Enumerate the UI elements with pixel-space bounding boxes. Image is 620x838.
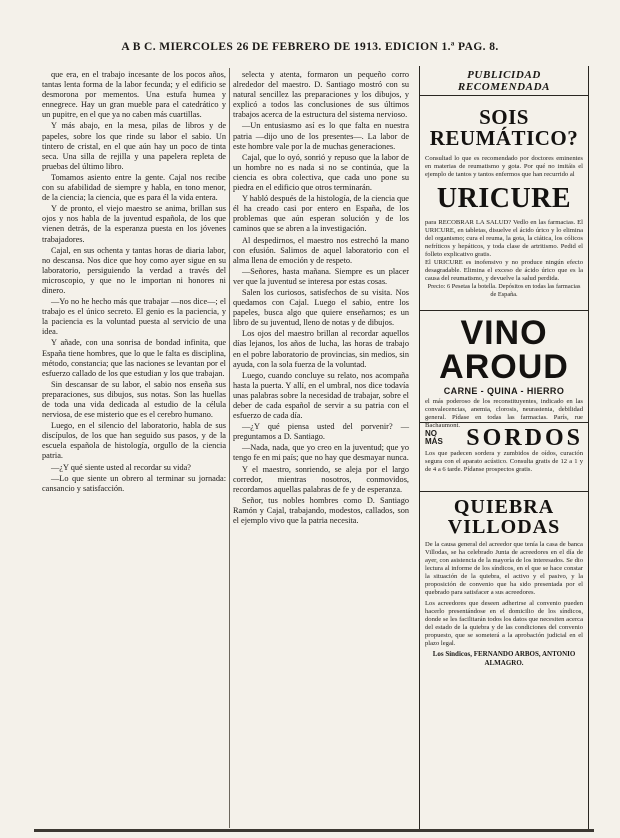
ad-brand: SORDOS xyxy=(466,425,583,451)
paragraph: —¿Y qué siente usted al recordar su vida? xyxy=(51,462,191,472)
paragraph: —¿Y qué piensa usted del porvenir? —preguntamos a D. Santiago. xyxy=(233,422,409,442)
ad-prefix: NO MÁS xyxy=(425,429,443,446)
ad-subtitle: CARNE - QUINA - HIERRO xyxy=(443,386,565,396)
ad-text: Consultad lo que es recomendado por doctores eminentes en materias de reumatismo y gota. Por qué no imitáis el ejemplo de tantos y tantos enfermos que han recurrido al xyxy=(425,155,583,178)
ad-price: Precio: 6 Pesetas la botella. Depósitos en todas las farmacias de España. xyxy=(427,283,581,298)
ad-text: para RECOBRAR LA SALUD? Vedlo en las farmacias. El URICURE, en tabletas, disuelve el ácido úrico y lo elimina del organismo; cura el reuma, la gota, la ciática, los cólicos nefríticos y hepáticos, y toda clase de artritismo. Pedid el folleto explicativo gratis. xyxy=(425,219,583,258)
ad-uricure xyxy=(420,96,588,311)
paragraph: Cajal, que lo oyó, sonrió y repuso que la labor de un hombre no es nada si no se continúa, que la ciencia es obra colectiva, que cada uno pone su piedra en el edificio que otros terminarán. xyxy=(233,152,409,193)
bottom-rule xyxy=(34,829,594,832)
running-head: A B C. MIERCOLES 26 DE FEBRERO DE 1913. EDICION 1.ª PAG. 8. xyxy=(121,41,499,53)
paragraph: Y habló después de la histología, de la ciencia que él ha creado casi por entero en España, de los problemas que aún esperan solución y de los caminos que se abren a la investigación. xyxy=(233,194,409,234)
paragraph: Y el maestro, sonriendo, se aleja por el largo corredor, mientras nosotros, conmovidos, recordamos aquellas palabras de fe y de esperanza. xyxy=(233,464,409,494)
column-divider xyxy=(229,68,230,828)
ad-brand: QUIEBRA VILLODAS xyxy=(447,496,561,538)
ad-text: De la causa general del acreedor que tenía la casa de banca Villodas, se ha celebrado Junta de acreedores en el día de ayer, con asistencia de la mayoría de los interesados. Se dio lectura al informe de los síndicos, en el que se hace constar la situación de la quiebra, el activo y el pasivo, y la proposición de convenio que ha sido presentada por el quebrado para satisfacer a sus acreedores. xyxy=(425,541,583,596)
advertising-column xyxy=(419,66,589,832)
paragraph: Luego, cuando concluye su relato, nos acompaña hasta la puerta. Y allí, en el umbral, nos dice todavía unas palabras sobre la necesidad de trabajar, sobre el deber de cada español de servir a su patria con el esfuerzo de cada día. xyxy=(233,370,409,421)
ad-text: El URICURE es inofensivo y no produce ningún efecto desagradable. Elimina el exceso de ácido úrico que es la causa del reumatismo, y devuelve la salud perdida. xyxy=(425,259,583,282)
ad-headline: SOIS REUMÁTICO? xyxy=(429,105,579,150)
paragraph: Y añade, con una sonrisa de bondad infinita, que España tiene hombres, que lo que le falta es disciplina, método, constancia; que las naciones se levantan por el esfuerzo callado de los que estudian y los que trabajan. xyxy=(42,338,226,378)
paragraph: Cajal, en sus ochenta y tantas horas de diaria labor, no descansa. Nos dice que hoy como ayer sigue en su laboratorio, persiguiendo la verdad a través del microscopio, y que no le importan ni honores ni dinero. xyxy=(42,245,226,295)
article-column-2 xyxy=(233,70,409,830)
ads-header: PUBLICIDAD RECOMENDADA xyxy=(420,66,588,96)
ad-sordos xyxy=(420,423,588,492)
paragraph: Sin descansar de su labor, el sabio nos enseña sus preparaciones, sus dibujos, sus notas. Son las huellas de toda una vida dedicada al estudio de la célula nerviosa, de ese misterio que es el cerebro humano. xyxy=(42,379,226,420)
paragraph: Señor, tus nobles hombres como D. Santiago Ramón y Cajal, trabajando, modestos, callados, son el ejemplo vivo que la patria necesita. xyxy=(233,495,409,526)
ad-brand: VINO AROUD xyxy=(439,314,569,386)
paragraph: Luego, en el silencio del laboratorio, habla de sus discípulos, de los que han seguido sus pasos, y de la escuela española de histología, orgullo de la ciencia patria. xyxy=(42,421,226,461)
paragraph: —Lo que siente un obrero al terminar su jornada: cansancio y satisfacción. xyxy=(42,473,226,493)
ad-signature: Los Síndicos, FERNANDO ARBOS, ANTONIO ALMAGRO. xyxy=(432,650,576,667)
paragraph: que era, en el trabajo incesante de los pocos años, tantas lenta forma de la labor fecunda; y el edificio se desmorona por mementos. Una estufa humea y ennegrece. Hay un gran mueble para el catedrático y un pupitre, en el que ya no caben más cuartillas. xyxy=(42,70,226,120)
article-column-1 xyxy=(42,70,226,830)
ad-vino-aroud xyxy=(420,311,588,429)
paragraph: Salen los curiosos, satisfechos de su visita. Nos quedamos con Cajal. Luego el sabio, entre los papeles, busca algo que quiere enseñarnos; es un libro de su juventud, lleno de notas y de dibujos. xyxy=(233,287,409,328)
paragraph: —Señores, hasta mañana. Siempre es un placer ver que la juventud se interesa por estas cosas. xyxy=(233,266,409,286)
ad-quiebra-villodas xyxy=(420,492,588,758)
ad-brand: URICURE xyxy=(436,183,572,214)
paragraph: —Yo no he hecho más que trabajar —nos dice—; el trabajo es el único secreto. El genio es la paciencia, y la paciencia es la voluntad puesta al servicio de una idea. xyxy=(42,297,226,337)
paragraph: selecta y atenta, formaron un pequeño corro alrededor del maestro. D. Santiago mostró con su natural sencillez las preparaciones y los dibujos, y explicó a todos las conclusiones de sus últimos trabajos acerca de la estructura del sistema nervioso. xyxy=(233,70,409,120)
paragraph: Tomamos asiento entre la gente. Cajal nos recibe con su afabilidad de siempre y habla, en tono menor, de la ciencia; la ciencia, que es para él la vida entera. xyxy=(42,172,226,203)
paragraph: Y más abajo, en la mesa, pilas de libros y de papeles, sobre los que rinde su labor el sabio. Un tintero de cristal, en el que aún hay un poco de tinta seca. Una silla de rejilla y una papelera repleta de pruebas del último libro. xyxy=(42,121,226,171)
ad-text: Los acreedores que deseen adherirse al convenio pueden hacerlo presentándose en el domicilio de los síndicos, donde se les facilitarán todos los datos que necesiten acerca del estado de la quiebra y de las condiciones del convenio propuesto, que se someterá a la aprobación judicial en el plazo legal. xyxy=(425,600,583,647)
paragraph: Los ojos del maestro brillan al recordar aquellos días lejanos, los años de lucha, las horas de trabajo en el pobre laboratorio de provincias, sin medios, sin ayuda, con la sola fuerza de la voluntad. xyxy=(233,329,409,369)
ad-text: el más poderoso de los reconstituyentes, indicado en las convalecencias, anemia, clorosis, neurastenia, debilidad general. Pídase en todas las farmacias. París, rue Bachaumont. xyxy=(425,398,583,429)
paragraph: —Un entusiasmo así es lo que falta en nuestra patria —dijo uno de los presentes—. La labor de este hombre vale por la de muchas generaciones. xyxy=(233,121,409,151)
paragraph: Y de pronto, el viejo maestro se anima, brillan sus ojos y nos habla de la juventud española, de los que vienen detrás, de la esperanza puesta en los jóvenes trabajadores. xyxy=(42,204,226,244)
ad-text: Los que padecen sordera y zumbidos de oídos, curación segura con el aparato acústico. Consulta gratis de 12 a 1 y de 4 a 6 tarde. Pídanse prospectos gratis. xyxy=(425,450,583,473)
paragraph: —Nada, nada, que yo creo en la juventud; que yo tengo fe en mi país; que no hay que desmayar nunca. xyxy=(233,443,409,463)
paragraph: Al despedirnos, el maestro nos estrechó la mano con efusión. Salimos de aquel laboratorio con el alma llena de emoción y de respeto. xyxy=(233,235,409,265)
